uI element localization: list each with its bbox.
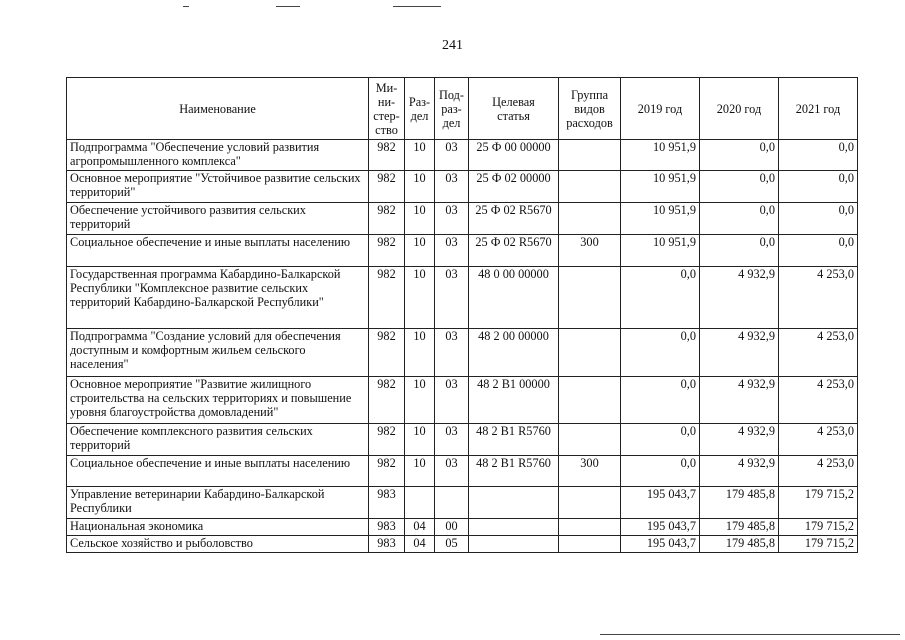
row-ministry: 982 [369, 377, 405, 424]
row-2020: 179 485,8 [700, 519, 779, 536]
row-target: 48 0 00 00000 [469, 267, 559, 329]
row-target: 48 2 В1 00000 [469, 377, 559, 424]
row-name: Сельское хозяйство и рыболовство [67, 536, 369, 553]
scan-artifact-line [276, 6, 300, 7]
row-2020: 179 485,8 [700, 487, 779, 519]
row-target [469, 487, 559, 519]
header-name: Наименование [67, 78, 369, 140]
table-header-row [67, 78, 858, 140]
header-section: Раз- дел [405, 78, 435, 140]
row-section: 04 [405, 519, 435, 536]
row-group [559, 329, 621, 377]
header-2020: 2020 год [700, 78, 779, 140]
row-section: 10 [405, 235, 435, 267]
row-name: Социальное обеспечение и иные выплаты населению [67, 235, 369, 267]
row-section: 10 [405, 424, 435, 456]
row-ministry: 983 [369, 536, 405, 553]
row-ministry: 982 [369, 140, 405, 171]
row-section: 10 [405, 140, 435, 171]
table-row [67, 329, 858, 377]
row-2020: 4 932,9 [700, 329, 779, 377]
row-name: Основное мероприятие "Устойчивое развитие сельских территорий" [67, 171, 369, 203]
row-2021: 0,0 [779, 171, 858, 203]
row-2021: 179 715,2 [779, 536, 858, 553]
row-2020: 4 932,9 [700, 377, 779, 424]
row-2021: 179 715,2 [779, 487, 858, 519]
table-row [67, 377, 858, 424]
row-2021: 4 253,0 [779, 377, 858, 424]
row-target [469, 519, 559, 536]
header-ministry: Ми- ни- стер- ство [369, 78, 405, 140]
row-target: 25 Ф 02 00000 [469, 171, 559, 203]
row-2021: 4 253,0 [779, 424, 858, 456]
row-2019: 195 043,7 [621, 487, 700, 519]
row-2019: 10 951,9 [621, 203, 700, 235]
table-row [67, 519, 858, 536]
row-subsection: 03 [435, 377, 469, 424]
row-name: Обеспечение устойчивого развития сельских территорий [67, 203, 369, 235]
row-target [469, 536, 559, 553]
budget-table [66, 77, 858, 553]
row-ministry: 982 [369, 329, 405, 377]
row-target: 25 Ф 02 R5670 [469, 203, 559, 235]
row-section: 10 [405, 329, 435, 377]
table-row [67, 267, 858, 329]
row-2019: 0,0 [621, 377, 700, 424]
row-target: 48 2 В1 R5760 [469, 456, 559, 487]
row-subsection [435, 487, 469, 519]
row-name: Подпрограмма "Обеспечение условий развития агропромышленного комплекса" [67, 140, 369, 171]
row-section: 10 [405, 456, 435, 487]
table-row [67, 536, 858, 553]
header-2021: 2021 год [779, 78, 858, 140]
row-section: 10 [405, 171, 435, 203]
row-2020: 4 932,9 [700, 267, 779, 329]
row-ministry: 982 [369, 235, 405, 267]
row-subsection: 03 [435, 140, 469, 171]
row-subsection: 03 [435, 171, 469, 203]
row-target: 48 2 В1 R5760 [469, 424, 559, 456]
row-2019: 0,0 [621, 456, 700, 487]
row-2019: 0,0 [621, 267, 700, 329]
row-2019: 195 043,7 [621, 536, 700, 553]
row-2020: 4 932,9 [700, 424, 779, 456]
row-group [559, 140, 621, 171]
row-name: Социальное обеспечение и иные выплаты населению [67, 456, 369, 487]
header-2019: 2019 год [621, 78, 700, 140]
row-section: 10 [405, 267, 435, 329]
row-2021: 0,0 [779, 203, 858, 235]
table-row [67, 487, 858, 519]
row-2021: 0,0 [779, 140, 858, 171]
row-group: 300 [559, 456, 621, 487]
row-group [559, 519, 621, 536]
row-2021: 4 253,0 [779, 456, 858, 487]
row-subsection: 05 [435, 536, 469, 553]
row-2019: 10 951,9 [621, 140, 700, 171]
row-2020: 179 485,8 [700, 536, 779, 553]
row-2020: 4 932,9 [700, 456, 779, 487]
row-name: Обеспечение комплексного развития сельских территорий [67, 424, 369, 456]
row-section: 10 [405, 377, 435, 424]
row-group [559, 487, 621, 519]
row-target: 25 Ф 00 00000 [469, 140, 559, 171]
row-2019: 0,0 [621, 424, 700, 456]
row-ministry: 983 [369, 519, 405, 536]
row-subsection: 03 [435, 456, 469, 487]
row-target: 48 2 00 00000 [469, 329, 559, 377]
header-target: Целевая статья [469, 78, 559, 140]
row-section [405, 487, 435, 519]
row-ministry: 982 [369, 424, 405, 456]
row-2019: 10 951,9 [621, 235, 700, 267]
row-2020: 0,0 [700, 203, 779, 235]
table-row [67, 235, 858, 267]
row-subsection: 03 [435, 203, 469, 235]
row-subsection: 03 [435, 424, 469, 456]
row-ministry: 982 [369, 267, 405, 329]
row-2019: 10 951,9 [621, 171, 700, 203]
scan-artifact-line [600, 634, 900, 635]
row-name: Основное мероприятие "Развитие жилищного строительства на сельских территориях и повышение уровня благоустройства домовладений" [67, 377, 369, 424]
scan-artifact-line [183, 6, 189, 7]
page-number: 241 [442, 38, 463, 53]
table-row [67, 424, 858, 456]
table-row [67, 456, 858, 487]
row-subsection: 00 [435, 519, 469, 536]
row-2021: 4 253,0 [779, 267, 858, 329]
row-ministry: 982 [369, 171, 405, 203]
row-group: 300 [559, 235, 621, 267]
row-subsection: 03 [435, 235, 469, 267]
table-row [67, 171, 858, 203]
row-name: Национальная экономика [67, 519, 369, 536]
row-group [559, 203, 621, 235]
row-subsection: 03 [435, 329, 469, 377]
scan-artifact-line [393, 6, 441, 7]
row-2020: 0,0 [700, 140, 779, 171]
row-2021: 179 715,2 [779, 519, 858, 536]
row-group [559, 267, 621, 329]
row-2020: 0,0 [700, 171, 779, 203]
row-group [559, 171, 621, 203]
row-name: Подпрограмма "Создание условий для обеспечения доступным и комфортным жильем сельского населения" [67, 329, 369, 377]
row-target: 25 Ф 02 R5670 [469, 235, 559, 267]
row-name: Государственная программа Кабардино-Балкарской Республики "Комплексное развитие сельских территорий Кабардино-Балкарской Республики" [67, 267, 369, 329]
table-row [67, 140, 858, 171]
row-ministry: 982 [369, 203, 405, 235]
row-2021: 0,0 [779, 235, 858, 267]
header-group: Группа видов расходов [559, 78, 621, 140]
row-name: Управление ветеринарии Кабардино-Балкарской Республики [67, 487, 369, 519]
header-subsection: Под- раз- дел [435, 78, 469, 140]
table-row [67, 203, 858, 235]
row-2019: 195 043,7 [621, 519, 700, 536]
row-group [559, 377, 621, 424]
row-2021: 4 253,0 [779, 329, 858, 377]
row-subsection: 03 [435, 267, 469, 329]
row-group [559, 424, 621, 456]
row-ministry: 983 [369, 487, 405, 519]
row-group [559, 536, 621, 553]
row-2020: 0,0 [700, 235, 779, 267]
row-ministry: 982 [369, 456, 405, 487]
row-2019: 0,0 [621, 329, 700, 377]
row-section: 04 [405, 536, 435, 553]
row-section: 10 [405, 203, 435, 235]
